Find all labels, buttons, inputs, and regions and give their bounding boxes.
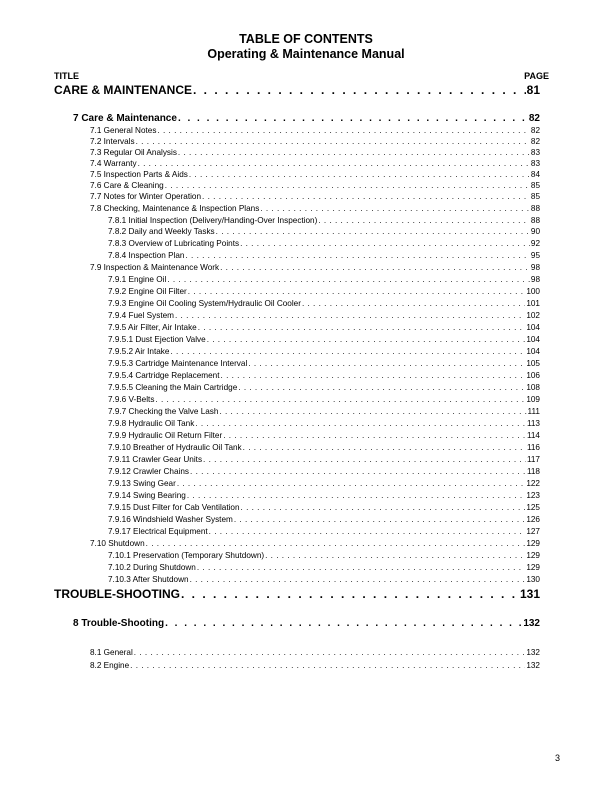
toc-entry[interactable]: [108, 216, 540, 227]
toc-entry[interactable]: [108, 563, 540, 574]
toc-entry-title: 8 Trouble-Shooting: [73, 618, 165, 629]
toc-entry-page: 98: [530, 263, 540, 272]
toc-entry-title: 7.10 Shutdown: [90, 539, 145, 548]
dot-leader: [134, 648, 526, 657]
toc-entry-title: 7.9.17 Electrical Equipment: [108, 527, 208, 536]
dot-leader: [221, 371, 526, 380]
dot-leader: [243, 443, 526, 452]
toc-entry-title: 7.9.7 Checking the Valve Lash: [108, 407, 219, 416]
toc-entry[interactable]: [108, 419, 540, 430]
toc-entry-title: 7.8.3 Overview of Lubricating Points: [108, 239, 240, 248]
toc-entry[interactable]: [108, 491, 540, 502]
toc-entry-page: 101: [526, 299, 540, 308]
toc-entry-title: 7.7 Notes for Winter Operation: [90, 192, 202, 201]
toc-entry[interactable]: [108, 455, 540, 466]
dot-leader: [178, 113, 528, 124]
toc-entry-title: 7.9.2 Engine Oil Filter: [108, 287, 187, 296]
toc-entry-page: 129: [526, 551, 540, 560]
toc-entry-title: 7.9.15 Dust Filter for Cab Ventilation: [108, 503, 240, 512]
toc-entry-page: 106: [526, 371, 540, 380]
toc-entry[interactable]: [108, 335, 540, 346]
page-number: 3: [554, 753, 560, 763]
toc-entry[interactable]: [90, 661, 540, 672]
toc-entry-title: 7.9.4 Fuel System: [108, 311, 174, 320]
toc-title: TABLE OF CONTENTS: [239, 32, 373, 46]
toc-entry-page: 129: [526, 539, 540, 548]
dot-leader: [167, 275, 530, 284]
dot-leader: [193, 83, 526, 97]
dot-leader: [181, 587, 519, 601]
toc-entry[interactable]: [90, 648, 540, 659]
toc-entry-page: 123: [526, 491, 540, 500]
toc-entry-title: 7 Care & Maintenance: [73, 113, 177, 124]
toc-entry-title: 7.8 Checking, Maintenance & Inspection Plans: [90, 204, 260, 213]
toc-entry-title: 7.9.8 Hydraulic Oil Tank: [108, 419, 195, 428]
dot-leader: [146, 539, 526, 548]
toc-entry-page: 108: [526, 383, 540, 392]
toc-entry[interactable]: [108, 323, 540, 334]
toc-entry-page: 92: [530, 239, 540, 248]
dot-leader: [178, 148, 530, 157]
toc-entry-page: 132: [523, 618, 540, 629]
dot-leader: [136, 137, 530, 146]
dot-leader: [248, 359, 525, 368]
toc-entry-title: 7.10.2 During Shutdown: [108, 563, 196, 572]
toc-entry-page: 104: [526, 335, 540, 344]
dot-leader: [157, 126, 529, 135]
dot-leader: [198, 323, 526, 332]
toc-entry-page: 132: [526, 648, 540, 657]
toc-entry-page: 125: [526, 503, 540, 512]
toc-entry-page: 82: [530, 126, 540, 135]
toc-entry-page: 83: [530, 159, 540, 168]
toc-entry[interactable]: [108, 443, 540, 454]
toc-entry-page: 105: [526, 359, 540, 368]
toc-entry[interactable]: [108, 371, 540, 382]
dot-leader: [223, 431, 526, 440]
toc-entry-title: 7.9.6 V-Belts: [108, 395, 155, 404]
dot-leader: [220, 263, 530, 272]
toc-entry[interactable]: [108, 239, 540, 250]
toc-entry-title: 7.9.5 Air Filter, Air Intake: [108, 323, 197, 332]
toc-entry-page: 82: [530, 137, 540, 146]
toc-entry[interactable]: [108, 275, 540, 286]
toc-entry-title: 7.9.9 Hydraulic Oil Return Filter: [108, 431, 223, 440]
toc-entry[interactable]: [108, 467, 540, 478]
toc-entry-page: 122: [526, 479, 540, 488]
toc-entry-page: 117: [526, 455, 540, 464]
dot-leader: [130, 661, 525, 670]
toc-entry[interactable]: [90, 539, 540, 550]
dot-leader: [197, 563, 525, 572]
column-header-page: PAGE: [524, 71, 549, 81]
manual-subtitle: Operating & Maintenance Manual: [207, 47, 405, 61]
dot-leader: [175, 311, 525, 320]
toc-entry-title: 7.9.12 Crawler Chains: [108, 467, 190, 476]
dot-leader: [165, 181, 530, 190]
toc-entry-title: 7.9.1 Engine Oil: [108, 275, 167, 284]
dot-leader: [241, 503, 526, 512]
dot-leader: [155, 395, 525, 404]
toc-entry-page: 129: [526, 563, 540, 572]
toc-chapter-entry[interactable]: [73, 618, 540, 631]
dot-leader: [177, 479, 526, 488]
toc-entry-title: 7.8.1 Initial Inspection (Delivery/Handing-Over Inspection): [108, 216, 318, 225]
toc-entry[interactable]: [90, 192, 540, 203]
toc-entry-page: 114: [526, 431, 540, 440]
toc-entry-title: 7.6 Care & Cleaning: [90, 181, 164, 190]
toc-entry-title: 7.1 General Notes: [90, 126, 157, 135]
toc-entry-page: 98: [530, 275, 540, 284]
toc-entry-page: 83: [530, 148, 540, 157]
toc-entry-page: 118: [526, 467, 540, 476]
toc-entry-title: 7.10.1 Preservation (Temporary Shutdown): [108, 551, 265, 560]
toc-entry[interactable]: [108, 407, 540, 418]
toc-entry-page: 109: [526, 395, 540, 404]
toc-entry-title: 8.1 General: [90, 648, 133, 657]
toc-entry[interactable]: [108, 347, 540, 358]
toc-entry-title: 7.9.11 Crawler Gear Units: [108, 455, 203, 464]
toc-entry-title: 7.9.5.2 Air Intake: [108, 347, 170, 356]
toc-entry-page: 116: [526, 443, 540, 452]
toc-entry-title: 7.10.3 After Shutdown: [108, 575, 189, 584]
dot-leader: [219, 407, 526, 416]
toc-entry[interactable]: [90, 204, 540, 215]
toc-entry-title: 7.9.3 Engine Oil Cooling System/Hydraulic Oil Cooler: [108, 299, 301, 308]
toc-entry[interactable]: [90, 181, 540, 192]
toc-entry[interactable]: [108, 503, 540, 514]
toc-entry-title: 7.4 Warranty: [90, 159, 137, 168]
toc-entry[interactable]: [108, 287, 540, 298]
toc-entry-page: 88: [530, 216, 540, 225]
toc-entry-title: 7.5 Inspection Parts & Aids: [90, 170, 188, 179]
toc-entry-title: CARE & MAINTENANCE: [54, 83, 192, 97]
dot-leader: [302, 299, 525, 308]
toc-entry-title: 8.2 Engine: [90, 661, 130, 670]
toc-entry-page: 102: [526, 311, 540, 320]
dot-leader: [207, 335, 526, 344]
toc-entry[interactable]: [90, 137, 540, 148]
toc-entry-page: 100: [526, 287, 540, 296]
column-header-title: TITLE: [54, 71, 79, 81]
dot-leader: [318, 216, 530, 225]
toc-entry[interactable]: [108, 383, 540, 394]
toc-entry[interactable]: [108, 479, 540, 490]
toc-entry-title: 7.9.16 Windshield Washer System: [108, 515, 233, 524]
dot-leader: [170, 347, 525, 356]
toc-entry-page: 111: [527, 407, 540, 416]
dot-leader: [187, 491, 525, 500]
toc-entry[interactable]: [108, 227, 540, 238]
dot-leader: [209, 527, 526, 536]
toc-part-entry[interactable]: [54, 587, 540, 603]
toc-entry-page: 130: [526, 575, 540, 584]
dot-leader: [190, 575, 526, 584]
toc-entry[interactable]: [108, 431, 540, 442]
toc-entry-page: 132: [526, 661, 540, 670]
toc-entry-title: TROUBLE-SHOOTING: [54, 587, 180, 601]
toc-entry[interactable]: [90, 148, 540, 159]
toc-entry[interactable]: [108, 551, 540, 562]
toc-entry-title: 7.8.4 Inspection Plan: [108, 251, 185, 260]
toc-entry-page: 88: [530, 204, 540, 213]
dot-leader: [265, 551, 525, 560]
toc-entry-title: 7.8.2 Daily and Weekly Tasks: [108, 227, 215, 236]
dot-leader: [216, 227, 530, 236]
toc-chapter-entry[interactable]: [73, 113, 540, 126]
toc-entry-title: 7.9.10 Breather of Hydraulic Oil Tank: [108, 443, 242, 452]
dot-leader: [189, 170, 530, 179]
dot-leader: [185, 251, 529, 260]
dot-leader: [165, 618, 522, 629]
dot-leader: [260, 204, 530, 213]
toc-entry-page: 82: [528, 113, 540, 124]
toc-entry[interactable]: [108, 515, 540, 526]
toc-entry-page: 131: [519, 587, 540, 601]
dot-leader: [234, 515, 525, 524]
dot-leader: [138, 159, 530, 168]
toc-entry-title: 7.9.5.3 Cartridge Maintenance Interval: [108, 359, 248, 368]
toc-entry[interactable]: [108, 575, 540, 586]
dot-leader: [202, 192, 530, 201]
toc-entry-page: 85: [530, 192, 540, 201]
toc-entry[interactable]: [90, 170, 540, 181]
dot-leader: [203, 455, 526, 464]
toc-entry-title: 7.3 Regular Oil Analysis: [90, 148, 177, 157]
toc-entry-page: 90: [530, 227, 540, 236]
toc-entry-title: 7.9.5.4 Cartridge Replacement: [108, 371, 220, 380]
toc-entry[interactable]: [108, 527, 540, 538]
toc-entry-title: 7.9.14 Swing Bearing: [108, 491, 186, 500]
dot-leader: [240, 239, 530, 248]
toc-entry-page: 85: [530, 181, 540, 190]
toc-entry-page: 126: [526, 515, 540, 524]
toc-entry-page: 95: [530, 251, 540, 260]
toc-entry[interactable]: [90, 263, 540, 274]
toc-entry[interactable]: [108, 359, 540, 370]
toc-entry-title: 7.9 Inspection & Maintenance Work: [90, 263, 220, 272]
dot-leader: [188, 287, 526, 296]
dot-leader: [195, 419, 526, 428]
toc-entry[interactable]: [108, 311, 540, 322]
toc-entry-page: 81: [526, 83, 540, 97]
toc-entry-title: 7.2 Intervals: [90, 137, 135, 146]
toc-entry-title: 7.9.13 Swing Gear: [108, 479, 176, 488]
toc-entry-page: 113: [526, 419, 540, 428]
toc-entry-page: 104: [526, 323, 540, 332]
toc-entry[interactable]: [108, 395, 540, 406]
toc-entry-title: 7.9.5.5 Cleaning the Main Cartridge: [108, 383, 238, 392]
toc-entry-page: 84: [530, 170, 540, 179]
toc-entry-page: 127: [526, 527, 540, 536]
toc-part-entry[interactable]: [54, 83, 540, 99]
dot-leader: [190, 467, 526, 476]
toc-entry[interactable]: [90, 159, 540, 170]
toc-entry[interactable]: [108, 251, 540, 262]
toc-entry-title: 7.9.5.1 Dust Ejection Valve: [108, 335, 206, 344]
toc-entry[interactable]: [108, 299, 540, 310]
toc-entry-page: 104: [526, 347, 540, 356]
dot-leader: [238, 383, 525, 392]
toc-entry[interactable]: [90, 126, 540, 137]
